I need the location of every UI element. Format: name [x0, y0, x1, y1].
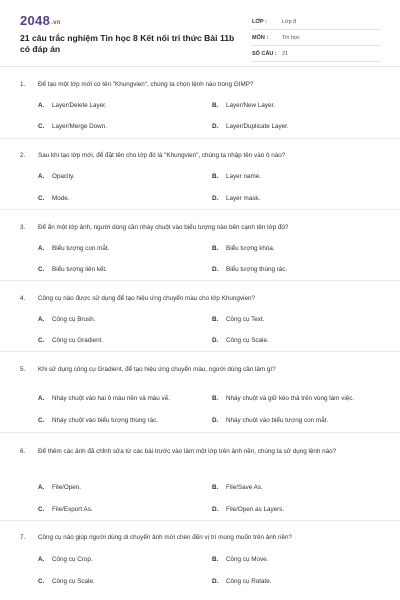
question-divider: [0, 520, 400, 521]
question-number: 6.: [20, 448, 26, 455]
option-letter: D.: [212, 417, 219, 424]
question-divider: [0, 351, 400, 352]
question-divider: [0, 209, 400, 210]
question-header: [20, 533, 370, 544]
option-text: Nháy chuột vào biểu tượng con mắt.: [226, 417, 329, 424]
question-header: [20, 365, 370, 376]
question-number: 5.: [20, 366, 26, 373]
option-text: Công cụ Brush.: [52, 316, 96, 323]
option-letter: D.: [212, 123, 219, 130]
option-letter: B.: [212, 484, 219, 491]
option-letter: D.: [212, 506, 219, 513]
option-letter: C.: [38, 266, 45, 273]
option-text: Layer/Merge Down.: [52, 123, 107, 130]
meta-key: MÔN :: [252, 34, 269, 41]
option-a[interactable]: [38, 389, 210, 407]
option-d[interactable]: [212, 336, 372, 345]
option-a[interactable]: [38, 555, 198, 564]
option-text: Biểu tượng thùng rác.: [226, 266, 288, 273]
option-text: File/Open.: [52, 484, 82, 491]
option-c[interactable]: [38, 505, 198, 514]
logo-text: 2048: [20, 13, 51, 28]
question-text: Để thêm các ảnh đã chỉnh sửa từ các bài trước vào làm một lớp trên ảnh nền, chúng ta sử dụng lệnh nào?: [38, 448, 337, 455]
option-letter: A.: [38, 484, 45, 491]
question-divider: [0, 138, 400, 139]
option-d[interactable]: [212, 416, 372, 425]
site-logo[interactable]: [20, 13, 61, 28]
option-a[interactable]: [38, 172, 198, 181]
option-letter: B.: [212, 245, 219, 252]
option-c[interactable]: [38, 265, 198, 274]
question-text: Công cụ nào được sử dụng để tạo hiệu ứng chuyển màu cho lớp Khungvien?: [38, 295, 255, 302]
option-letter: C.: [38, 195, 45, 202]
option-b[interactable]: [212, 555, 372, 564]
meta-row-subject: [252, 30, 380, 46]
logo-suffix: .vn: [51, 20, 61, 26]
option-letter: C.: [38, 417, 45, 424]
option-text: Nháy chuột và giữ kéo thả trên vùng làm việc.: [226, 394, 355, 402]
meta-row-count: [252, 46, 380, 62]
option-b[interactable]: [212, 172, 372, 181]
question-number: 1.: [20, 81, 26, 88]
option-letter: C.: [38, 578, 45, 585]
option-c[interactable]: [38, 416, 210, 425]
option-text: Biểu tượng khóa.: [226, 245, 275, 252]
question-text: Để tạo một lớp mới có tên "Khungvien", chúng ta chọn lệnh nào trong GIMP?: [38, 81, 254, 88]
option-letter: B.: [212, 102, 219, 109]
option-b[interactable]: [212, 244, 372, 253]
option-b[interactable]: [212, 389, 372, 407]
option-a[interactable]: [38, 315, 198, 324]
option-d[interactable]: [212, 265, 372, 274]
option-letter: D.: [212, 578, 219, 585]
meta-value: 21: [282, 50, 289, 57]
option-letter: A.: [38, 394, 45, 402]
option-letter: A.: [38, 245, 45, 252]
option-text: Layer/Duplicate Layer.: [226, 123, 289, 130]
option-c[interactable]: [38, 336, 198, 345]
option-letter: C.: [38, 506, 45, 513]
option-text: Công cụ Gradient.: [52, 337, 104, 344]
question-number: 4.: [20, 295, 26, 302]
option-b[interactable]: [212, 483, 372, 492]
option-text: File/Export As.: [52, 506, 93, 513]
question-header: [20, 447, 370, 458]
option-text: Công cụ Text.: [226, 316, 265, 323]
option-letter: D.: [212, 195, 219, 202]
option-d[interactable]: [212, 194, 372, 203]
option-a[interactable]: [38, 483, 198, 492]
option-letter: B.: [212, 316, 219, 323]
option-c[interactable]: [38, 577, 198, 586]
question-text: Để ẩn một lớp ảnh, người dùng cần nháy chuột vào biểu tượng nào bên cạnh tên lớp đó?: [38, 224, 289, 231]
question-header: [20, 223, 370, 234]
option-text: Opacity.: [52, 173, 75, 180]
meta-key: SỐ CÂU :: [252, 50, 277, 57]
option-text: Mode.: [52, 195, 70, 202]
option-b[interactable]: [212, 315, 372, 324]
page-title: 21 câu trắc nghiệm Tin học 8 Kết nối tri thức Bài 11b có đáp án: [20, 33, 235, 54]
option-letter: A.: [38, 556, 45, 563]
question-number: 2.: [20, 152, 26, 159]
option-d[interactable]: [212, 505, 372, 514]
option-text: Công cụ Crop.: [52, 556, 93, 563]
option-text: Công cụ Move.: [226, 556, 269, 563]
option-a[interactable]: [38, 101, 198, 110]
option-c[interactable]: [38, 122, 198, 131]
page-header: [0, 0, 400, 66]
option-letter: B.: [212, 556, 219, 563]
option-text: Nháy chuột vào biểu tượng thùng rác.: [52, 417, 159, 424]
option-letter: D.: [212, 266, 219, 273]
option-letter: D.: [212, 337, 219, 344]
option-text: Công cụ Scale.: [226, 337, 269, 344]
question-header: [20, 80, 370, 91]
option-text: Nháy chuột vào hai ô màu nền và màu vẽ.: [52, 394, 170, 402]
option-text: Layer mask.: [226, 195, 261, 202]
option-letter: A.: [38, 316, 45, 323]
option-letter: C.: [38, 337, 45, 344]
option-letter: A.: [38, 102, 45, 109]
meta-info: [252, 14, 380, 62]
option-text: Biểu tượng liên kết.: [52, 266, 107, 273]
option-letter: C.: [38, 123, 45, 130]
meta-value: Lớp 8: [282, 18, 297, 25]
option-d[interactable]: [212, 577, 372, 586]
question-divider: [0, 432, 400, 433]
meta-value: Tin học: [282, 34, 300, 41]
option-text: Công cụ Scale.: [52, 578, 95, 585]
meta-row-grade: [252, 14, 380, 30]
option-b[interactable]: [212, 101, 372, 110]
option-text: Biểu tượng con mắt.: [52, 245, 110, 252]
header-divider: [0, 66, 400, 67]
question-text: Công cụ nào giúp người dùng di chuyển ảnh mới chèn đến vị trí mong muốn trên ảnh nền?: [38, 534, 293, 541]
option-text: Công cụ Rotate.: [226, 578, 272, 585]
question-text: Sau khi tạo lớp mới, để đặt tên cho lớp đó là "Khungvien", chúng ta nhập tên vào ô nào?: [38, 152, 286, 159]
question-header: [20, 294, 370, 305]
option-text: Layer name.: [226, 173, 262, 180]
question-header: [20, 151, 370, 162]
option-c[interactable]: [38, 194, 198, 203]
option-letter: A.: [38, 173, 45, 180]
option-text: File/Save As.: [226, 484, 263, 491]
option-letter: B.: [212, 394, 219, 402]
option-text: Layer/New Layer.: [226, 102, 276, 109]
option-letter: B.: [212, 173, 219, 180]
question-number: 7.: [20, 534, 26, 541]
option-d[interactable]: [212, 122, 372, 131]
question-divider: [0, 280, 400, 281]
question-number: 3.: [20, 224, 26, 231]
meta-key: LỚP :: [252, 18, 267, 25]
question-text: Khi sử dụng công cụ Gradient, để tạo hiệu ứng chuyển màu, người dùng cần làm gì?: [38, 366, 276, 373]
option-text: File/Open as Layers.: [226, 506, 285, 513]
option-a[interactable]: [38, 244, 198, 253]
option-text: Layer/Delete Layer.: [52, 102, 107, 109]
